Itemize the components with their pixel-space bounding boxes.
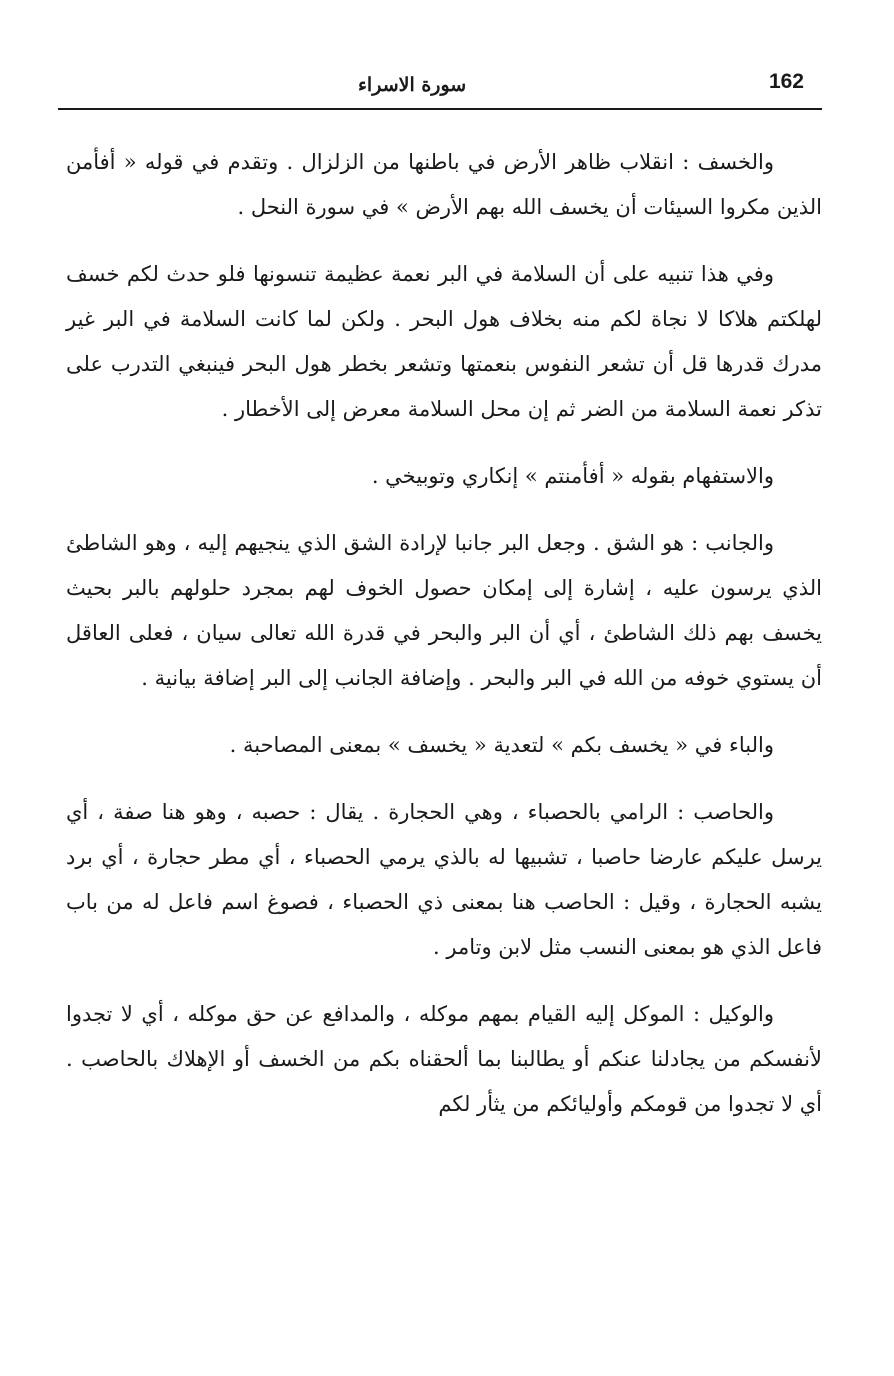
paragraph-hasib: والحاصب : الرامي بالحصباء ، وهي الحجارة . يقال : حصبه ، وهو هنا صفة ، أي يرسل عليكم عارضا حاصبا ، تشبيها له بالذي يرمي الحصباء ، أي مطر حجارة ، أي برد يشبه الحجارة ، وقيل : الحاصب هنا بمعنى ذي الحصباء ، فصوغ اسم فاعل له من باب فاعل الذي هو بمعنى النسب مثل لابن وتامر . [66,800,822,959]
paragraph-istifham: والاستفهام بقوله « أفأمنتم » إنكاري وتوبيخي . [371,464,774,488]
paragraph-salama: وفي هذا تنبيه على أن السلامة في البر نعمة عظيمة تنسونها فلو حدث لكم خسف لهلكتم هلاكا لا نجاة لكم منه بخلاف هول البحر . ولكن لما كانت السلامة في البر غير مدرك قدرها قل أن تشعر النفوس بنعمتها وتشعر بخطر هول البحر فينبغي التدرب على تذكر نعمة السلامة من الضر ثم إن محل السلامة معرض إلى الأخطار . [66,262,822,421]
page-number: 162 [768,70,804,93]
surah-title: سورة الاسراء [358,74,467,96]
paragraph-baa: والباء في « يخسف بكم » لتعدية « يخسف » بمعنى المصاحبة . [229,733,774,757]
paragraph-khasf: والخسف : انقلاب ظاهر الأرض في باطنها من الزلزال . وتقدم في قوله « أفأمن الذين مكروا السيئات أن يخسف الله بهم الأرض » في سورة النحل . [66,150,822,219]
tafsir-text [66,140,822,1149]
page-header [58,64,822,110]
paragraph-wakil: والوكيل : الموكل إليه القيام بمهم موكله ، والمدافع عن حق موكله ، أي لا تجدوا لأنفسكم من يجادلنا عنكم أو يطالبنا بما ألحقناه بكم من الخسف أو الإهلاك بالحاصب . أي لا تجدوا من قومكم وأوليائكم من يثأر لكم [66,1002,822,1116]
paragraph-janib: والجانب : هو الشق . وجعل البر جانبا لإرادة الشق الذي ينجيهم إليه ، وهو الشاطئ الذي يرسون عليه ، إشارة إلى إمكان حصول الخوف لهم بمجرد حلولهم بالبر بحيث يخسف بهم ذلك الشاطئ ، أي أن البر والبحر في قدرة الله تعالى سيان ، فعلى العاقل أن يستوي خوفه من الله في البر والبحر . وإضافة الجانب إلى البر إضافة بيانية . [66,531,822,690]
